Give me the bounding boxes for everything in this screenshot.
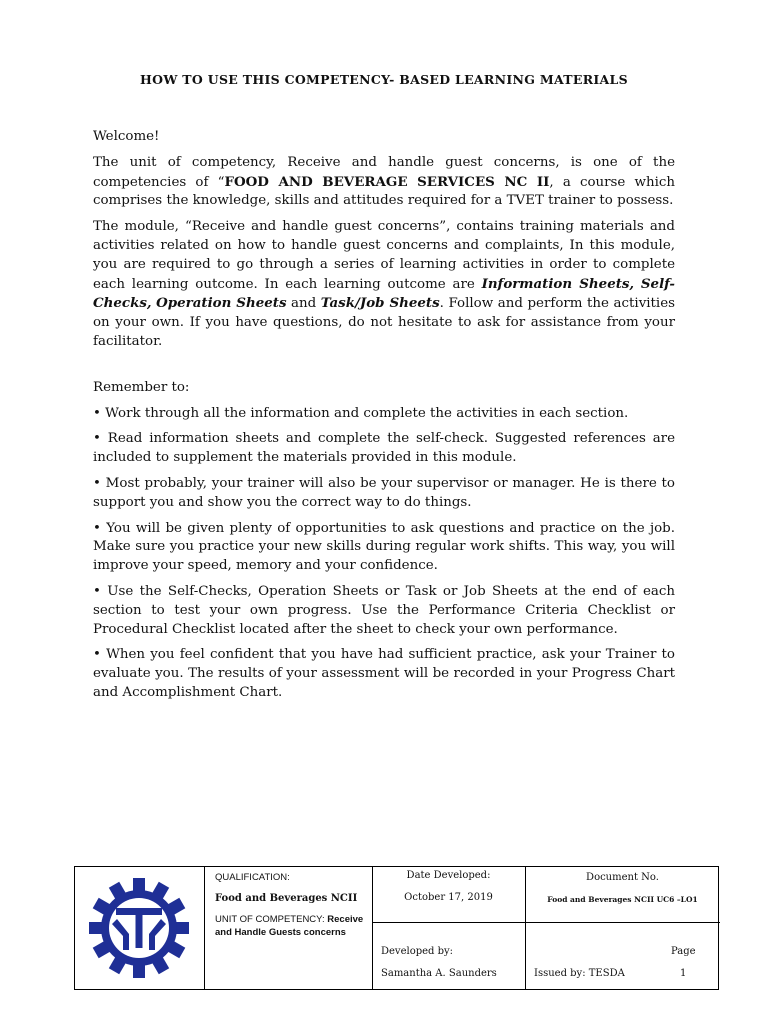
bullet-item: • Work through all the information and complete the activities in each section. xyxy=(93,405,629,421)
module-text-2: . Follow and perform the activities on your own. If you have questions, do not hesitate to ask for assistance from your facilitator. xyxy=(93,296,675,349)
bullet-item: • Read information sheets and complete the self-check. Suggested references are included to supplement the materials provided in this module. xyxy=(93,431,675,466)
unit-of-competency xyxy=(215,913,370,939)
unit-value-1: Receive xyxy=(327,914,364,925)
document-body xyxy=(93,128,675,710)
qualification-value: Food and Beverages NCII xyxy=(215,893,358,904)
docno-label: Document No. xyxy=(586,872,659,883)
unit-value-2: and Handle Guests concerns xyxy=(215,927,346,938)
developed-label: Developed by: xyxy=(381,946,454,957)
module-paragraph xyxy=(93,218,675,352)
term-operation-sheets: Operation Sheets xyxy=(156,295,287,312)
course-name: FOOD AND BEVERAGE SERVICES NC II xyxy=(224,173,550,190)
term-self-checks: Self-Checks, xyxy=(93,275,675,312)
bullet-item: • Use the Self-Checks, Operation Sheets or Task or Job Sheets at the end of each section to test your own progress. Use the Performance Criteria Checklist or Procedural Checklist located after the sheet to check your own performance. xyxy=(93,583,675,637)
term-information-sheets: Information Sheets, xyxy=(481,275,635,292)
intro-paragraph xyxy=(93,154,675,211)
intro-pre: The unit of competency, Receive and handle guest concerns, is one of the competencies of “ xyxy=(93,154,675,190)
term-task-job-sheets: Task/Job Sheets xyxy=(320,295,440,312)
welcome-text: Welcome! xyxy=(93,129,160,144)
docno-value: Food and Beverages NCII UC6 –LO1 xyxy=(547,895,698,904)
remember-heading: Remember to: xyxy=(93,379,190,395)
qualification-label: QUALIFICATION: xyxy=(215,872,290,883)
bullet-item: • When you feel confident that you have had sufficient practice, ask your Trainer to evaluate you. The results of your assessment will be recorded in your Progress Chart and Accomplishment Chart. xyxy=(93,647,675,700)
page-number: 1 xyxy=(680,968,687,979)
page-label: Page xyxy=(671,946,696,957)
bullet-item: • You will be given plenty of opportunities to ask questions and practice on the job. Make sure you practice your new skills during regular work shifts. This way, you will improve your speed, memory and your confidence. xyxy=(93,520,675,574)
page-title: HOW TO USE THIS COMPETENCY- BASED LEARNING MATERIALS xyxy=(140,72,628,87)
developed-value: Samantha A. Saunders xyxy=(381,968,497,979)
issued-by: Issued by: TESDA xyxy=(534,968,625,979)
module-and: and xyxy=(286,296,321,312)
document-footer-table xyxy=(74,866,719,990)
module-text-1: The module, “Receive and handle guest concerns”, contains training materials and activities related on how to handle guest concerns and complaints, In this module, you are required to go through a series of learning activities in order to complete each learning outcome. In each learning outcome are xyxy=(93,219,675,292)
intro-post: , a course which comprises the knowledge, skills and attitudes required for a TVET trainer to possess. xyxy=(93,174,676,209)
unit-label: UNIT OF COMPETENCY: xyxy=(215,914,325,925)
date-label: Date Developed: xyxy=(406,870,491,881)
date-value: October 17, 2019 xyxy=(404,892,493,903)
bullet-item: • Most probably, your trainer will also be your supervisor or manager. He is there to support you and show you the correct way to do things. xyxy=(93,475,675,510)
tesda-logo-icon xyxy=(83,877,195,979)
